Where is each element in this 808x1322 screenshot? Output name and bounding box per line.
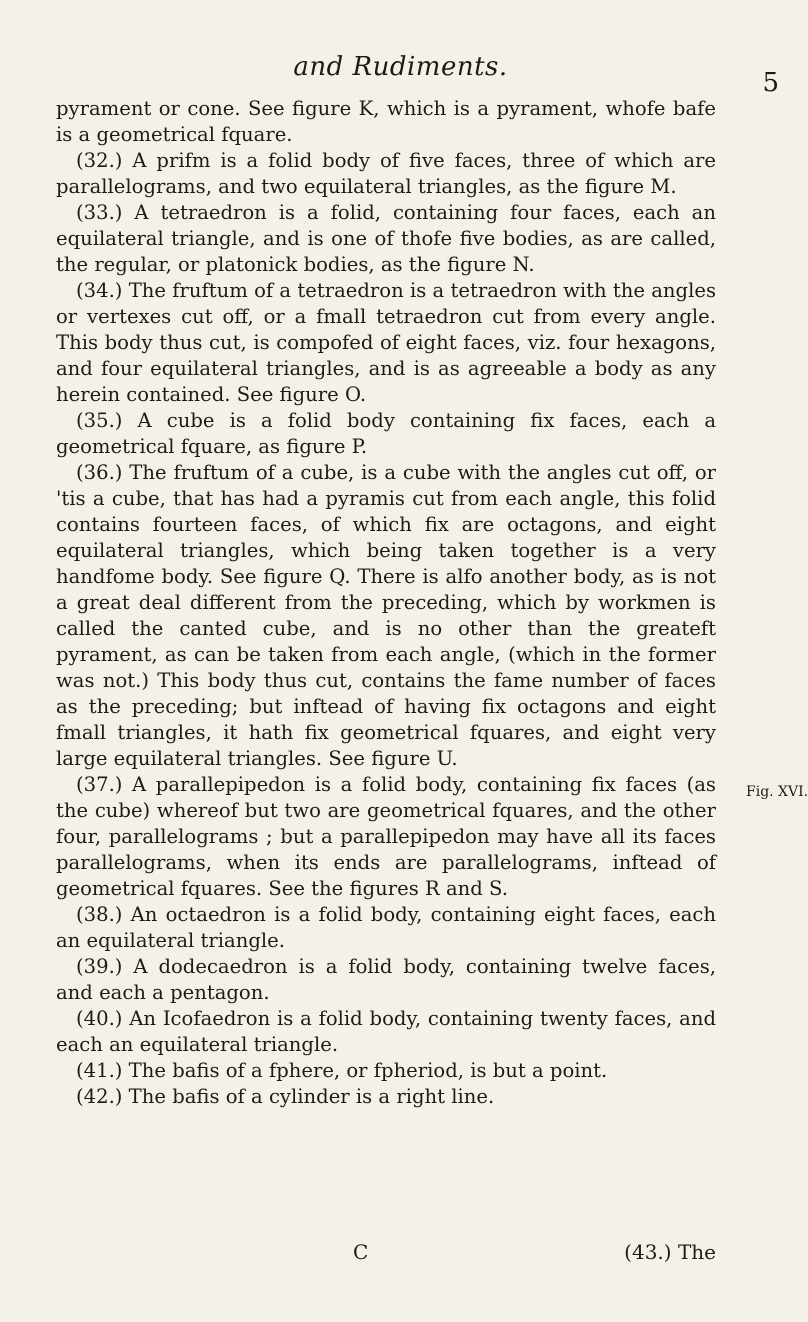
paragraph-42: (42.) The bafis of a cylinder is a right line. — [76, 1085, 495, 1108]
paragraph-37: (37.) A parallepipedon is a folid body, containing fix faces (as the cube) whereof but two are geometrical fquares, and the other four, parallelograms ; but a parallepipedon may have all its faces parallelograms, when its ends are parallelograms, inftead of geometrical fquares. See the figures R and S. — [56, 773, 716, 900]
page-number: 5 — [762, 68, 779, 98]
paragraph-34: (34.) The fruftum of a tetraedron is a tetraedron with the angles or vertexes cut off, or a fmall tetraedron cut from every angle. This body thus cut, is compofed of eight faces, viz. four hexagons, and four equilateral triangles, and is as agreeable a body as any herein contained. See figure O. — [56, 279, 716, 406]
paragraph-38: (38.) An octaedron is a folid body, containing eight faces, each an equilateral triangle. — [56, 903, 716, 952]
paragraph-39: (39.) A dodecaedron is a folid body, containing twelve faces, and each a pentagon. — [56, 955, 716, 1004]
catchword: (43.) The — [624, 1240, 716, 1264]
paragraph-36: (36.) The fruftum of a cube, is a cube with the angles cut off, or 'tis a cube, that has had a pyramis cut from each angle, this folid contains fourteen faces, of which fix are octagons, and eight equilateral triangles, which being taken together is a very handfome body. See figure Q. There is alfo another body, as is not a great deal different from the preceding, which by workmen is called the canted cube, and is no other than the greateft pyrament, as can be taken from each angle, (which in the former was not.) This body thus cut, contains the fame number of faces as the preceding; but inftead of having fix octagons and eight fmall triangles, it hath fix geometrical fquares, and eight very large equilateral triangles. See figure U. — [56, 461, 716, 770]
paragraph-35: (35.) A cube is a folid body containing fix faces, each a geometrical fquare, as figure P. — [56, 409, 716, 458]
margin-figure-note: Fig. XVI. — [746, 784, 808, 800]
paragraph-40: (40.) An Icofaedron is a folid body, containing twenty faces, and each an equilateral triangle. — [56, 1007, 716, 1056]
paragraph-41: (41.) The bafis of a fphere, or fpheriod, is but a point. — [76, 1059, 608, 1082]
page-footer — [56, 1240, 716, 1270]
body-text — [56, 96, 716, 1110]
signature-mark: C — [353, 1240, 369, 1264]
paragraph-32: (32.) A prifm is a folid body of five faces, three of which are parallelograms, and two equilateral triangles, as the figure M. — [56, 149, 716, 198]
running-head: and Rudiments. — [293, 52, 508, 82]
paragraph-continuation: pyrament or cone. See figure K, which is a pyrament, whofe bafe is a geometrical fquare. — [56, 97, 716, 146]
paragraph-33: (33.) A tetraedron is a folid, containing four faces, each an equilateral triangle, and is one of thofe five bodies, as are called, the regular, or platonick bodies, as the figure N. — [56, 201, 716, 276]
